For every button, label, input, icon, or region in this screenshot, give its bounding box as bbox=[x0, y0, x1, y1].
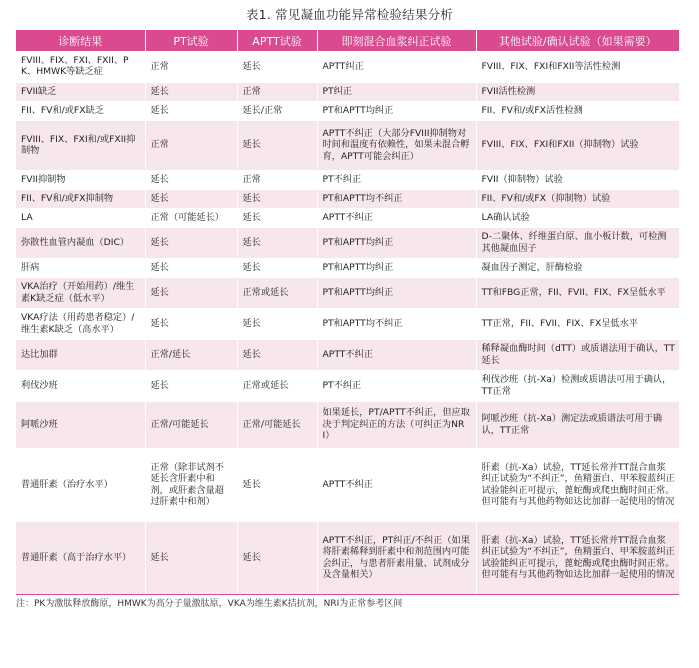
cell-pt: 正常 bbox=[145, 51, 237, 82]
cell-pt: 延长 bbox=[145, 101, 237, 120]
table-row bbox=[16, 101, 679, 120]
table-row bbox=[16, 120, 679, 170]
cell-other: FVIII、FIX、FXI和FXII等活性检测 bbox=[476, 51, 679, 82]
cell-aptt: 延长 bbox=[237, 258, 317, 277]
cell-other: TT和FBG正常，FII、FVII、FIX、FX呈低水平 bbox=[476, 277, 679, 308]
cell-mixing: PT不纠正 bbox=[317, 170, 476, 189]
header-pt: PT试验 bbox=[145, 30, 237, 51]
cell-diagnosis: 弥散性血管内凝血（DIC） bbox=[16, 227, 145, 258]
cell-mixing: APTT不纠正，PT纠正/不纠正（如果将肝素稀释到肝素中和剂范围内可能会纠正，与患者肝素用量、试剂成分及含量相关） bbox=[317, 521, 476, 594]
cell-mixing: PT和APTT均纠正 bbox=[317, 227, 476, 258]
cell-aptt: 延长 bbox=[237, 448, 317, 521]
table-row bbox=[16, 370, 679, 401]
table-footnote: 注：PK为激肽释放酶原，HMWK为高分子量激肽原，VKA为维生素K拮抗剂，NRI为正常参考区间 bbox=[16, 598, 403, 609]
cell-pt: 正常 bbox=[145, 120, 237, 170]
cell-mixing: APTT不纠正（大部分FVIII抑制物对时间和温度有依赖性，如果未混合孵育，APTT可能会纠正） bbox=[317, 120, 476, 170]
header-mixing: 即刻混合血浆纠正试验 bbox=[317, 30, 476, 51]
cell-pt: 正常/延长 bbox=[145, 339, 237, 370]
cell-pt: 正常（除非试剂不延长含肝素中和剂，或肝素含量超过肝素中和剂） bbox=[145, 448, 237, 521]
cell-aptt: 延长 bbox=[237, 308, 317, 339]
cell-mixing: PT和APTT均不纠正 bbox=[317, 308, 476, 339]
cell-pt: 延长 bbox=[145, 258, 237, 277]
cell-mixing: PT和APTT均纠正 bbox=[317, 101, 476, 120]
cell-other: FII、FV和/或FX（抑制物）试验 bbox=[476, 189, 679, 208]
cell-diagnosis: 利伐沙班 bbox=[16, 370, 145, 401]
table-row bbox=[16, 277, 679, 308]
cell-diagnosis: FVII缺乏 bbox=[16, 82, 145, 101]
table-row bbox=[16, 308, 679, 339]
cell-pt: 延长 bbox=[145, 82, 237, 101]
table-row bbox=[16, 401, 679, 448]
cell-diagnosis: VKA疗法（用药患者稳定）/ 维生素K缺乏（高水平） bbox=[16, 308, 145, 339]
cell-mixing: APTT不纠正 bbox=[317, 208, 476, 227]
cell-mixing: PT和APTT均纠正 bbox=[317, 258, 476, 277]
table-row bbox=[16, 208, 679, 227]
table-row bbox=[16, 227, 679, 258]
cell-diagnosis: FII、FV和/或FX抑制物 bbox=[16, 189, 145, 208]
cell-other: 凝血因子测定，肝酶检验 bbox=[476, 258, 679, 277]
cell-other: 稀释凝血酶时间（dTT）或质谱法用于确认，TT延长 bbox=[476, 339, 679, 370]
cell-mixing: APTT不纠正 bbox=[317, 339, 476, 370]
cell-other: TT正常，FII、FVII、FIX、FX呈低水平 bbox=[476, 308, 679, 339]
cell-mixing: PT纠正 bbox=[317, 82, 476, 101]
table-row bbox=[16, 339, 679, 370]
coagulation-table bbox=[16, 30, 679, 595]
cell-other: FVII（抑制物）试验 bbox=[476, 170, 679, 189]
cell-aptt: 延长/正常 bbox=[237, 101, 317, 120]
cell-aptt: 正常 bbox=[237, 170, 317, 189]
cell-diagnosis: FVII抑制物 bbox=[16, 170, 145, 189]
table-row bbox=[16, 82, 679, 101]
header-diagnosis: 诊断结果 bbox=[16, 30, 145, 51]
table-row bbox=[16, 521, 679, 594]
table-row bbox=[16, 170, 679, 189]
cell-diagnosis: 达比加群 bbox=[16, 339, 145, 370]
cell-aptt: 延长 bbox=[237, 227, 317, 258]
table-title: 表1. 常见凝血功能异常检验结果分析 bbox=[245, 7, 453, 22]
cell-diagnosis: FII、FV和/或FX缺乏 bbox=[16, 101, 145, 120]
cell-aptt: 延长 bbox=[237, 208, 317, 227]
table-row bbox=[16, 448, 679, 521]
cell-mixing: APTT纠正 bbox=[317, 51, 476, 82]
cell-diagnosis: 肝病 bbox=[16, 258, 145, 277]
cell-diagnosis: 普通肝素（治疗水平） bbox=[16, 448, 145, 521]
cell-diagnosis: FVIII、FIX、FXI和/或FXII抑制物 bbox=[16, 120, 145, 170]
header-aptt: APTT试验 bbox=[237, 30, 317, 51]
cell-mixing: APTT不纠正 bbox=[317, 448, 476, 521]
cell-mixing: PT不纠正 bbox=[317, 370, 476, 401]
cell-other: FVIII、FIX、FXI和FXII（抑制物）试验 bbox=[476, 120, 679, 170]
cell-diagnosis: FVIII、FIX、FXI、FXII、PK、HMWK等缺乏症 bbox=[16, 51, 145, 82]
cell-pt: 延长 bbox=[145, 308, 237, 339]
header-other: 其他试验/确认试验（如果需要） bbox=[476, 30, 679, 51]
cell-diagnosis: LA bbox=[16, 208, 145, 227]
cell-mixing: PT和APTT均纠正 bbox=[317, 277, 476, 308]
cell-other: 阿哌沙班（抗-Xa）测定法或质谱法可用于确认，TT正常 bbox=[476, 401, 679, 448]
cell-aptt: 正常或延长 bbox=[237, 277, 317, 308]
cell-diagnosis: 阿哌沙班 bbox=[16, 401, 145, 448]
cell-pt: 正常（可能延长） bbox=[145, 208, 237, 227]
header-row bbox=[16, 30, 679, 51]
cell-pt: 延长 bbox=[145, 227, 237, 258]
cell-other: 肝素（抗-Xa）试验，TT延长常并TT混合血浆纠正试验为“不纠正”，鱼精蛋白、甲苯胺蓝纠正试验能纠正可提示，蓖蛇酶或爬虫酶时间正常。但可能有与其他药物如达比加群一起使用的情况 bbox=[476, 448, 679, 521]
cell-aptt: 正常 bbox=[237, 82, 317, 101]
cell-mixing: 如果延长，PT/APTT不纠正，但应取决于判定纠正的方法（可纠正为NRI） bbox=[317, 401, 476, 448]
cell-aptt: 正常或延长 bbox=[237, 370, 317, 401]
cell-pt: 延长 bbox=[145, 170, 237, 189]
cell-other: 利伐沙班（抗-Xa）检测或质谱法可用于确认，TT正常 bbox=[476, 370, 679, 401]
table-row bbox=[16, 189, 679, 208]
cell-aptt: 延长 bbox=[237, 521, 317, 594]
cell-aptt: 延长 bbox=[237, 120, 317, 170]
cell-other: D-二聚体、纤维蛋白原、血小板计数，可检测其他凝血因子 bbox=[476, 227, 679, 258]
cell-pt: 延长 bbox=[145, 277, 237, 308]
cell-other: FII、FV和/或FX活性检测 bbox=[476, 101, 679, 120]
cell-other: 肝素（抗-Xa）试验，TT延长常并TT混合血浆纠正试验为“不纠正”，鱼精蛋白、甲苯胺蓝纠正试验能纠正可提示，蓖蛇酶或爬虫酶时间正常。但可能有与其他药物如达比加群一起使用的情况 bbox=[476, 521, 679, 594]
table-row bbox=[16, 51, 679, 82]
table-row bbox=[16, 258, 679, 277]
cell-pt: 延长 bbox=[145, 189, 237, 208]
cell-other: FVII活性检测 bbox=[476, 82, 679, 101]
cell-aptt: 正常/可能延长 bbox=[237, 401, 317, 448]
cell-pt: 延长 bbox=[145, 521, 237, 594]
cell-diagnosis: 普通肝素（高于治疗水平） bbox=[16, 521, 145, 594]
cell-aptt: 延长 bbox=[237, 189, 317, 208]
cell-pt: 正常/可能延长 bbox=[145, 401, 237, 448]
cell-mixing: PT和APTT均不纠正 bbox=[317, 189, 476, 208]
cell-aptt: 延长 bbox=[237, 339, 317, 370]
cell-other: LA确认试验 bbox=[476, 208, 679, 227]
cell-aptt: 延长 bbox=[237, 51, 317, 82]
cell-diagnosis: VKA治疗（开始用药）/维生素K缺乏症（低水平） bbox=[16, 277, 145, 308]
cell-pt: 延长 bbox=[145, 370, 237, 401]
